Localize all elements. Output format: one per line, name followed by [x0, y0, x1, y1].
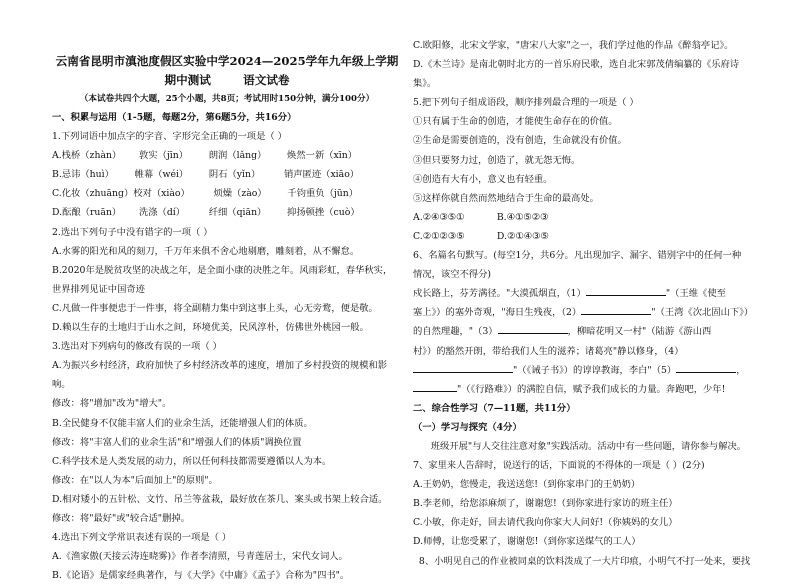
q3-option-d: D.相对矮小的五针松、文竹、吊兰等盆栽，最好放在茶几、案头或书架上较合适。 [52, 493, 388, 505]
q5-sentence-2: ②生命是需要创造的，没有创造，生命就没有价值。 [413, 135, 627, 147]
q2-option-c: C.凡做一件事便忠于一件事，将全副精力集中到这事上头，心无旁鹜，便是敬。 [52, 302, 378, 314]
q3-option-b-fix: 修改：将"丰富人们的业余生活"和"增强人们的体质"调换位置 [52, 436, 302, 448]
fill-text: 的自然理趣，"（3） [413, 326, 498, 338]
fill-line-5 [413, 361, 765, 380]
q3-option-b: B.全民健身不仅能丰富人们的业余生活，还能增强人们的体质。 [52, 417, 313, 429]
answer-blank-6[interactable] [413, 381, 457, 392]
answer-blank-4[interactable] [413, 362, 513, 373]
q3-option-c: C.科学技术是人类发展的动力，所以任何科技都需要遵循以人为本。 [52, 455, 332, 467]
exam-title-line1: 云南省昆明市滇池度假区实验中学2024—2025学年九年级上学期 [55, 54, 399, 68]
q7-option-b: B.李老师，给您添麻烦了，谢谢您!（到你家进行家访的班主任） [413, 498, 678, 510]
q5-sentence-4: ④创造有大有小，意义也有轻重。 [413, 173, 553, 185]
q3-option-d-fix: 修改：将"最好"或"较合适"删掉。 [52, 512, 190, 524]
q4-option-a: A.《渔家傲(天接云涛连晓雾)》作者李清照，号青莲居士，宋代女词人。 [52, 551, 348, 563]
q7-option-a: A.王奶奶，您慢走，我送送您!（到你家串门的王奶奶） [413, 479, 641, 491]
fill-text: "（王维《使至 [665, 288, 726, 300]
question-4: 4.选出下列文学常识表述有误的一项是（ ） [52, 532, 232, 544]
question-2: 2.选出下列句子中没有错字的一项（ ） [52, 226, 213, 238]
q3-option-a-cont: 响。 [52, 379, 71, 391]
exam-title-line2: 期中测试 语文试卷 [164, 73, 290, 87]
q2-option-d: D.赖以生存的土地归于山水之间，环境优美，民风淳朴，仿佛世外桃园一般。 [52, 322, 369, 334]
right-column [413, 36, 765, 571]
fill-text: "（《行路难》）的满腔自信，赋予我们成长的力量。奔跑吧，少年! [457, 383, 726, 395]
fill-line-6 [413, 380, 765, 399]
fill-text: "（《诫子书》）的谆谆教诲，李白"（5） [513, 364, 677, 376]
question-6-cont: 情况，该空不得分) [413, 269, 492, 281]
q1-option-a: A.栈桥（zhàn） 敦实（jīn） 朗润（lǎng） 焕然一新（xīn） [52, 150, 358, 162]
q5-options-cd: C.②①②③⑤ D.②①④③⑤ [413, 230, 549, 242]
section-two-heading: 二、综合性学习（7—11题，共11分） [413, 402, 576, 414]
fill-text: "（王湾《次北固山下》） [651, 307, 754, 319]
answer-blank-3[interactable] [498, 323, 568, 334]
q2-option-b-cont: 世界排列见证中国奇迹 [52, 283, 145, 295]
question-6: 6、名篇名句默写。(每空1分，共6分。凡出现加字、漏字、错别字中的任何一种 [413, 250, 742, 262]
fill-line-4 [413, 342, 765, 361]
q5-sentence-1: ①只有属于生命的创造，才能使生命存在的价值。 [413, 116, 618, 128]
activity-intro: 班级开展"与人交往注意对象"实践活动。活动中有一些问题，请你参与解决。 [413, 440, 747, 452]
fill-line-1 [413, 284, 765, 303]
fill-text: ，柳暗花明又一村"（陆游《游山西 [567, 326, 712, 338]
question-7: 7、家里来人告辞时，说送行的话，下面说的不得体的一项是（ ）(2分) [413, 460, 705, 472]
q3-option-a-fix: 修改：将"增加"改为"增大"。 [52, 398, 172, 410]
fill-line-2 [413, 303, 765, 322]
answer-blank-2[interactable] [581, 304, 651, 315]
question-3: 3.选出对下列病句的修改有误的一项（ ） [52, 341, 222, 353]
fill-line-3 [413, 322, 765, 341]
answer-blank-1[interactable] [586, 285, 666, 296]
fill-text: 戍长路上，芬芳满径。"大漠孤烟直，（1） [413, 288, 586, 300]
q4-option-d: D.《木兰诗》是南北朝时北方的一首乐府民歌，选自北宋郭茂倩编纂的《乐府诗 [413, 59, 740, 71]
fill-text: ， [736, 364, 746, 376]
section-one-heading: 一、积累与运用（1-5题，每题2分，第6题5分，共16分） [52, 112, 297, 123]
q1-option-c: C.化妆（zhuāng）校对（xiào） 烦燥（zào） 千钧重负（jūn） [52, 188, 359, 200]
question-8: 8、小明见自己的作业被同桌的饮料泼成了一大片印痕，小明气不打一处来，要找 [413, 555, 751, 567]
q4-option-b: B.《论语》是儒家经典著作，与《大学》《中庸》《孟子》合称为"四书"。 [52, 570, 350, 582]
q2-option-a: A.水雾的阳光和风的刻刀，千万年来俱不舍心地剔磨，雕刻着，从不懈怠。 [52, 245, 360, 257]
q3-option-c-fix: 修改：在"以人为本"后面加上"的原则"。 [52, 474, 218, 486]
q3-option-a: A.为振兴乡村经济，政府加快了乡村经济改革的速度，增加了乡村投资的规模和影 [52, 360, 388, 372]
fill-text: 塞上》）的塞外奇观，"海日生残夜，（2） [413, 307, 582, 319]
q7-option-d: D.师傅，让您受累了，谢谢您!（到你家送煤气的工人） [413, 536, 641, 548]
q5-options-ab: A.②④③⑤① B.④①⑤②③ [413, 211, 549, 223]
left-column [52, 52, 402, 585]
fill-text: 村》）的豁然开朗，带给我们人生的滋养；诸葛亮"静以修身，（4） [413, 345, 684, 357]
q1-option-b: B.忌讳（huì） 帷幕（wéi） 阴石（yǐn） 销声匿迹（xiāo） [52, 169, 360, 181]
q4-option-d-cont: 集》。 [413, 78, 437, 90]
q1-option-d: D.酝酿（ruān） 洗涤（dí） 纤细（qiān） 抑扬顿挫（cuò） [52, 207, 360, 219]
q7-option-c: C.小敏，你走好，回去请代我向你家大人问好!（你姨妈的女儿） [413, 517, 678, 529]
q5-sentence-5: ⑤这样你就自然而然地结合于生命的最高处。 [413, 192, 599, 204]
answer-blank-5[interactable] [676, 362, 736, 373]
q4-option-c: C.欧阳修，北宋文学家，"唐宋八大家"之一，我们学过他的作品《醉翁亭记》。 [413, 40, 734, 51]
exam-note: （本试卷共四个大题，25个小题，共8页；考试用时150分钟，满分100分） [79, 94, 375, 104]
question-1: 1.下列词语中加点字的字音、字形完全正确的一项是（ ） [52, 131, 287, 143]
subsection-heading: （一）学习与探究（4分） [413, 421, 522, 433]
q5-sentence-3: ③但只要努力过，创造了，就无怨无悔。 [413, 154, 581, 166]
question-5: 5.把下列句子组成语段，顺序排列最合理的一项是（ ） [413, 97, 639, 109]
q2-option-b: B.2020年是脱贫攻坚的决战之年，是全面小康的决胜之年。风雨彩虹，春华秋实， [52, 264, 393, 276]
